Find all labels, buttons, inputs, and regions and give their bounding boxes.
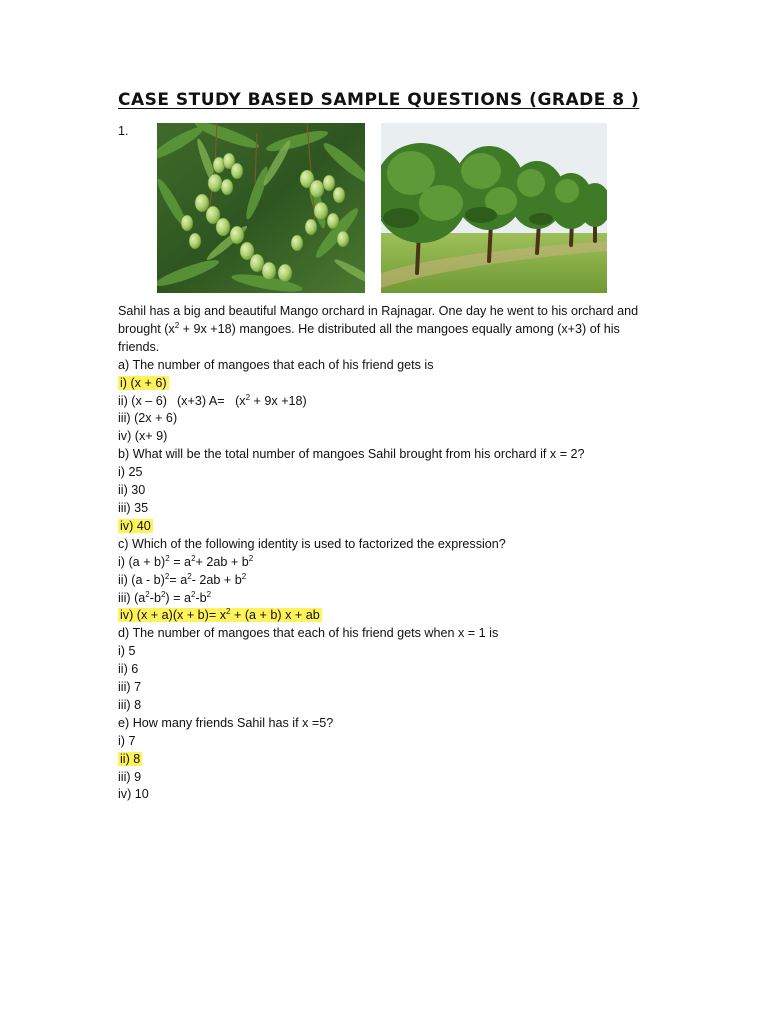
option-d-i: i) 5 bbox=[118, 644, 136, 659]
option-d-iii: iii) 7 bbox=[118, 680, 142, 695]
mango-orchard-photo bbox=[381, 123, 607, 293]
answer-highlight: iv) 40 bbox=[120, 518, 151, 533]
option-b-iii: iii) 35 bbox=[118, 500, 149, 515]
option-c-i: i) $(a + b)^2 = a^2+ 2ab + b^2$ bbox=[118, 553, 254, 569]
answer-highlight: iv) $(x + a)(x + b)= x^2 + (a + b) x$ + ab bbox=[120, 607, 320, 623]
option-e-iv: iv) 10 bbox=[118, 787, 149, 802]
question-b: b) What will be the total number of mangoes Sahil brought from his orchard if x = 2? bbox=[118, 447, 585, 462]
option-d-iv: iii) 8 bbox=[118, 697, 142, 712]
working-note: (x+3) A= $(x^2 + 9x +18)$ bbox=[176, 392, 307, 408]
answer-highlight: ii) 8 bbox=[120, 751, 141, 766]
question-e: e) How many friends Sahil has if x =5? bbox=[118, 715, 334, 730]
mango-cluster-photo bbox=[157, 123, 365, 293]
answer-highlight: i) (x + 6) bbox=[120, 375, 167, 390]
option-c-iii: iii) $(a^2-b^2) = a^2-b^2$ bbox=[118, 589, 212, 605]
option-e-i: i) 7 bbox=[118, 733, 136, 748]
option-d-ii: ii) 6 bbox=[118, 662, 139, 677]
option-b-ii: ii) 30 bbox=[118, 483, 146, 498]
option-a-iii: iii) (2x + 6) bbox=[118, 411, 178, 426]
option-b-i: i) 25 bbox=[118, 465, 143, 480]
question-a: a) The number of mangoes that each of his friend gets is bbox=[118, 357, 434, 372]
question-text-block bbox=[118, 303, 658, 804]
option-b-iv bbox=[118, 518, 658, 536]
question-d: d) The number of mangoes that each of his friend gets when x = 1 is bbox=[118, 626, 499, 641]
question-c: c) Which of the following identity is used to factorized the expression? bbox=[118, 536, 506, 551]
option-a-ii: ii) (x – 6) (x+3) A= $(x^2 + 9x +18)$ bbox=[118, 392, 307, 408]
option-e-ii bbox=[118, 751, 658, 769]
option-c-iv bbox=[118, 607, 658, 625]
option-a-iv: iv) (x+ 9) bbox=[118, 429, 168, 444]
option-e-iii: iii) 9 bbox=[118, 769, 142, 784]
page-title: CASE STUDY BASED SAMPLE QUESTIONS (GRADE 8 ) bbox=[118, 90, 640, 110]
option-a-i bbox=[118, 375, 658, 393]
option-c-ii: ii) $(a - b)^2= a^2-$ $2ab + b^2$ bbox=[118, 571, 247, 587]
question-number: 1. bbox=[118, 124, 129, 138]
intro-paragraph: Sahil has a big and beautiful Mango orchard in Rajnagar. One day he went to his orchard and brought $(x^2 + 9x +18)$ mangoes. He distributed all the mangoes equally among (x+3) of his friends. bbox=[118, 304, 639, 354]
